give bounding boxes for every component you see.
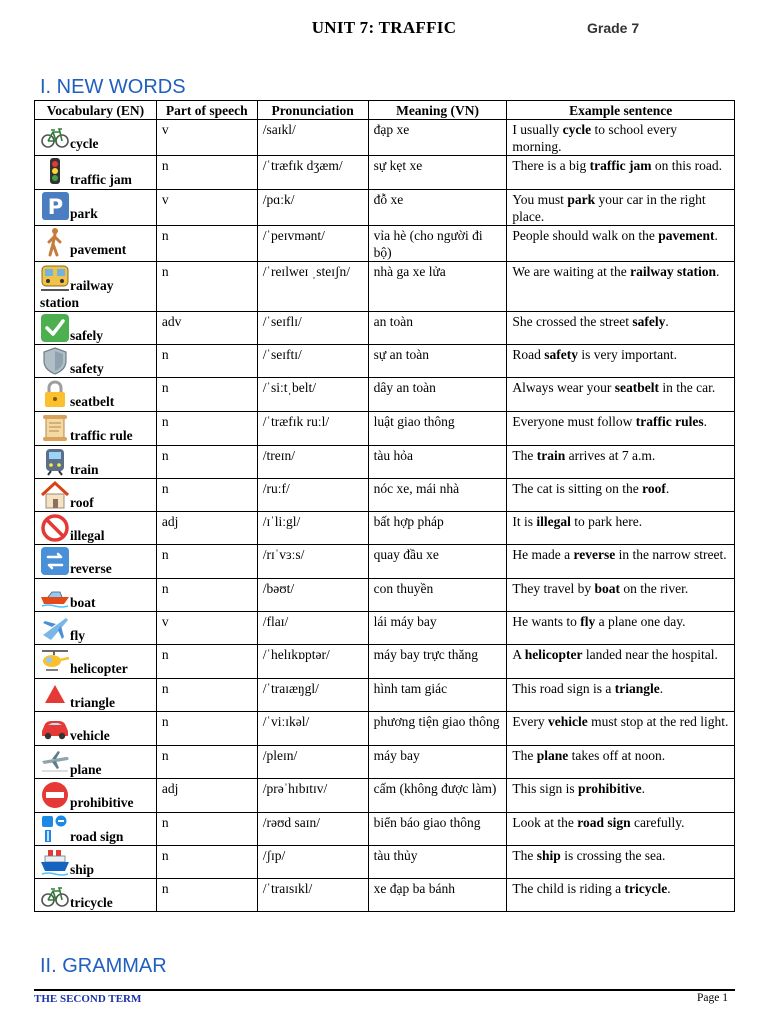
pronunciation-cell: /ˈtraɪæŋgl/ [257,679,368,712]
vocab-word-cell [35,645,157,679]
vocab-word-cell [35,446,157,479]
meaning-cell: hình tam giác [368,679,507,712]
example-text: It is [512,514,537,529]
example-keyword: roof [642,481,666,496]
vocab-word: plane [70,762,102,777]
example-text: You must [512,192,568,207]
example-sentence-cell [507,512,735,545]
table-row [35,579,735,612]
footer-term-label: THE SECOND TERM [34,993,142,1005]
vocab-word: helicopter [70,661,128,676]
example-text: to park here. [570,514,643,529]
parking-sign-icon [40,191,70,221]
example-text: is crossing the sea. [560,848,666,863]
vocab-word: ship [70,862,95,877]
vocab-word: tricycle [70,895,113,910]
example-text: to school every morning. [512,122,677,154]
example-sentence-cell [507,479,735,512]
example-text: He wants to [512,614,581,629]
vocab-word-cell [35,262,157,312]
example-text: your car in the right place. [512,192,706,224]
example-text: This road sign is a [512,681,615,696]
bicycle-icon [40,121,70,151]
vocab-word: safely [70,328,103,343]
example-text: There is a big [512,158,590,173]
example-sentence-cell [507,446,735,479]
unit-title: UNIT 7: TRAFFIC [311,18,457,37]
pronunciation-cell: /ˈsiːtˌbelt/ [257,378,368,412]
meaning-cell: quay đầu xe [368,545,507,579]
example-text: Every [512,714,549,729]
header-part-of-speech: Part of speech [156,101,257,120]
example-keyword: pavement [658,228,715,243]
vocab-word-cell [35,190,157,226]
example-text: Road [512,347,545,362]
part-of-speech-cell: v [156,120,257,156]
house-icon [40,480,70,510]
vocab-word-cell [35,712,157,746]
vocab-word: park [70,206,98,221]
footer-divider [34,989,735,991]
example-keyword: traffic jam [589,158,652,173]
example-keyword: railway station [630,264,717,279]
vocab-word: traffic jam [70,172,132,187]
table-row [35,156,735,190]
pronunciation-cell: /pɑːk/ [257,190,368,226]
example-sentence-cell [507,156,735,190]
pronunciation-cell: /ˈhelɪkɒptər/ [257,645,368,679]
meaning-cell: sự an toàn [368,345,507,378]
table-row [35,846,735,879]
example-text: People should walk on the [512,228,659,243]
example-keyword: fly [580,614,596,629]
table-row [35,190,735,226]
vocab-word-cell [35,312,157,345]
pronunciation-cell: /pleɪn/ [257,746,368,779]
part-of-speech-cell: n [156,879,257,912]
check-mark-icon [40,313,70,343]
meaning-cell: tàu hỏa [368,446,507,479]
example-text: is very important. [578,347,678,362]
example-keyword: road sign [577,815,631,830]
part-of-speech-cell: n [156,712,257,746]
vocab-word-cell [35,813,157,846]
part-of-speech-cell: adv [156,312,257,345]
example-text: . [641,781,645,796]
svg-text:P: P [47,195,64,219]
example-keyword: train [536,448,566,463]
vocab-word-cell [35,846,157,879]
example-text: . [667,881,671,896]
meaning-cell: phương tiện giao thông [368,712,507,746]
table-row [35,612,735,645]
example-text: landed near the hospital. [582,647,718,662]
vocab-word: road sign [70,829,124,844]
example-text: Look at the [512,815,578,830]
vocab-word-cell [35,545,157,579]
example-text: . [665,481,670,496]
meaning-cell: lái máy bay [368,612,507,645]
ship-icon [40,847,70,877]
example-text: I usually [512,122,563,137]
example-keyword: ship [536,848,561,863]
part-of-speech-cell: v [156,612,257,645]
part-of-speech-cell: n [156,645,257,679]
part-of-speech-cell: n [156,813,257,846]
table-row [35,779,735,813]
example-sentence-cell [507,879,735,912]
example-text: They travel by [512,581,595,596]
part-of-speech-cell: n [156,846,257,879]
helicopter-icon [40,646,70,676]
example-keyword: tricycle [624,881,668,896]
example-keyword: vehicle [548,714,588,729]
airplane-icon [40,613,70,643]
example-text: We are waiting at the [512,264,631,279]
example-sentence-cell [507,412,735,446]
part-of-speech-cell: v [156,190,257,226]
plane-icon [40,747,70,777]
meaning-cell: tàu thủy [368,846,507,879]
example-keyword: illegal [536,514,571,529]
example-keyword: park [567,192,596,207]
part-of-speech-cell: n [156,746,257,779]
train-icon [40,447,70,477]
example-sentence-cell [507,262,735,312]
part-of-speech-cell: n [156,226,257,262]
vocab-word-cell [35,378,157,412]
example-text: Everyone must follow [512,414,636,429]
section-grammar-heading: II. GRAMMAR [40,955,167,977]
meaning-cell: đạp xe [368,120,507,156]
shield-icon [40,346,70,376]
pronunciation-cell: /ˈseɪflɪ/ [257,312,368,345]
example-text: The cat is sitting on the [512,481,643,496]
vocab-word-cell [35,779,157,813]
example-text: in the car. [659,380,716,395]
example-sentence-cell [507,345,735,378]
pronunciation-cell: /prəˈhɪbɪtɪv/ [257,779,368,813]
pronunciation-cell: /rəʊd saɪn/ [257,813,368,846]
example-keyword: boat [594,581,621,596]
meaning-cell: xe đạp ba bánh [368,879,507,912]
example-text: on the river. [620,581,689,596]
example-text: takes off at noon. [568,748,666,763]
table-row [35,645,735,679]
meaning-cell: nóc xe, mái nhà [368,479,507,512]
meaning-cell: đỗ xe [368,190,507,226]
pronunciation-cell: /ɪˈliːgl/ [257,512,368,545]
vocab-word: fly [70,628,85,643]
meaning-cell: con thuyền [368,579,507,612]
example-text: in the narrow street. [615,547,727,562]
vocab-word: roof [70,495,94,510]
table-row [35,479,735,512]
triangle-icon [40,680,70,710]
pronunciation-cell: /ˈtræfɪk dʒæm/ [257,156,368,190]
part-of-speech-cell: n [156,412,257,446]
example-sentence-cell [507,846,735,879]
pedestrian-icon [40,227,70,257]
example-sentence-cell [507,120,735,156]
vocab-word: cycle [70,136,99,151]
example-sentence-cell [507,712,735,746]
example-text: The [512,848,537,863]
vocab-word-cell [35,512,157,545]
part-of-speech-cell: n [156,479,257,512]
table-body [35,120,735,912]
railway-station-icon [40,263,70,293]
vocab-word-cell [35,345,157,378]
table-row [35,378,735,412]
example-sentence-cell [507,579,735,612]
part-of-speech-cell: n [156,679,257,712]
header-meaning: Meaning (VN) [368,101,507,120]
traffic-light-icon [40,157,70,187]
part-of-speech-cell: adj [156,512,257,545]
pronunciation-cell: /ruːf/ [257,479,368,512]
example-text: carefully. [630,815,685,830]
example-sentence-cell [507,779,735,813]
prohibited-icon [40,513,70,543]
meaning-cell: luật giao thông [368,412,507,446]
pronunciation-cell: /flaɪ/ [257,612,368,645]
table-row [35,545,735,579]
scroll-icon [40,413,70,443]
pronunciation-cell: /ˈpeɪvmənt/ [257,226,368,262]
part-of-speech-cell: n [156,545,257,579]
example-text: The [512,448,537,463]
vocab-word: prohibitive [70,795,134,810]
table-row [35,120,735,156]
lock-icon [40,379,70,409]
table-row [35,679,735,712]
pronunciation-cell: /saɪkl/ [257,120,368,156]
pronunciation-cell: /ˈtræfɪk ruːl/ [257,412,368,446]
example-text: This sign is [512,781,579,796]
table-row [35,226,735,262]
example-text: . [703,414,707,429]
example-keyword: prohibitive [578,781,642,796]
example-text: . [716,264,720,279]
header-pronunciation: Pronunciation [257,101,368,120]
speedboat-icon [40,580,70,610]
table-row [35,262,735,312]
vocab-word-cell [35,120,157,156]
example-keyword: cycle [562,122,592,137]
example-sentence-cell [507,813,735,846]
header-example: Example sentence [507,101,735,120]
vocab-word-cell [35,879,157,912]
pronunciation-cell: /ʃɪp/ [257,846,368,879]
example-sentence-cell [507,679,735,712]
table-row [35,345,735,378]
table-row [35,712,735,746]
footer-page-number: Page 1 [697,992,728,1004]
vocab-word: boat [70,595,96,610]
example-text: A [512,647,525,662]
example-text: . [714,228,718,243]
vocab-word-cell [35,412,157,446]
vocab-word-cell [35,746,157,779]
vocab-word: pavement [70,242,127,257]
vocab-word: illegal [70,528,105,543]
example-keyword: traffic rules [635,414,704,429]
example-sentence-cell [507,612,735,645]
vocab-word: reverse [70,561,112,576]
vocab-word: traffic rule [70,428,133,443]
part-of-speech-cell: adj [156,779,257,813]
vocab-word: railway station [40,278,114,310]
example-text: on this road. [651,158,722,173]
pronunciation-cell: /treɪn/ [257,446,368,479]
pronunciation-cell: /bəʊt/ [257,579,368,612]
example-sentence-cell [507,190,735,226]
meaning-cell: cấm (không được làm) [368,779,507,813]
meaning-cell: bất hợp pháp [368,512,507,545]
example-keyword: helicopter [524,647,583,662]
table-row [35,746,735,779]
part-of-speech-cell: n [156,579,257,612]
reverse-arrows-icon [40,546,70,576]
table-header-row [35,101,735,120]
example-text: The [512,748,537,763]
vocab-word: triangle [70,695,115,710]
example-sentence-cell [507,645,735,679]
vocab-word: seatbelt [70,394,115,409]
table-row [35,446,735,479]
example-text: The child is riding a [512,881,625,896]
meaning-cell: máy bay [368,746,507,779]
bicycle-icon [40,880,70,910]
meaning-cell: vỉa hè (cho người đi bộ) [368,226,507,262]
vocab-word: vehicle [70,728,110,743]
example-text: . [665,314,669,329]
example-text: Always wear your [512,380,615,395]
meaning-cell: sự kẹt xe [368,156,507,190]
table-row [35,312,735,345]
vocab-word: safety [70,361,104,376]
table-row [35,879,735,912]
vocab-word: train [70,462,99,477]
example-keyword: safely [632,314,666,329]
part-of-speech-cell: n [156,156,257,190]
vocab-word-cell [35,479,157,512]
example-sentence-cell [507,226,735,262]
table-row [35,512,735,545]
part-of-speech-cell: n [156,262,257,312]
example-keyword: plane [536,748,569,763]
grade-label: Grade 7 [587,20,640,36]
part-of-speech-cell: n [156,345,257,378]
meaning-cell: biển báo giao thông [368,813,507,846]
vocab-word-cell [35,226,157,262]
example-keyword: reverse [573,547,616,562]
vocab-word-cell [35,579,157,612]
example-sentence-cell [507,312,735,345]
pronunciation-cell: /rɪˈvɜːs/ [257,545,368,579]
example-text: He made a [512,547,574,562]
table-row [35,412,735,446]
meaning-cell: dây an toàn [368,378,507,412]
example-text: arrives at 7 a.m. [565,448,656,463]
pronunciation-cell: /ˈviːɪkəl/ [257,712,368,746]
example-sentence-cell [507,545,735,579]
pronunciation-cell: /ˈreɪlweɪ ˌsteɪʃn/ [257,262,368,312]
example-keyword: triangle [614,681,660,696]
signpost-icon [40,814,70,844]
example-text: must stop at the red light. [587,714,729,729]
example-text: a plane one day. [595,614,686,629]
header-vocabulary: Vocabulary (EN) [35,101,157,120]
pronunciation-cell: /ˈtraɪsɪkl/ [257,879,368,912]
vocabulary-table [34,100,735,912]
example-text: . [659,681,664,696]
car-icon [40,713,70,743]
example-text: She crossed the street [512,314,633,329]
vocab-word-cell [35,156,157,190]
pronunciation-cell: /ˈseɪftɪ/ [257,345,368,378]
example-keyword: safety [544,347,579,362]
meaning-cell: an toàn [368,312,507,345]
meaning-cell: máy bay trực thăng [368,645,507,679]
example-sentence-cell [507,746,735,779]
example-sentence-cell [507,378,735,412]
vocab-word-cell [35,679,157,712]
part-of-speech-cell: n [156,378,257,412]
part-of-speech-cell: n [156,446,257,479]
example-keyword: seatbelt [614,380,660,395]
vocab-word-cell [35,612,157,645]
section-new-words-heading: I. NEW WORDS [40,76,186,98]
meaning-cell: nhà ga xe lửa [368,262,507,312]
table-row [35,813,735,846]
no-entry-icon [40,780,70,810]
